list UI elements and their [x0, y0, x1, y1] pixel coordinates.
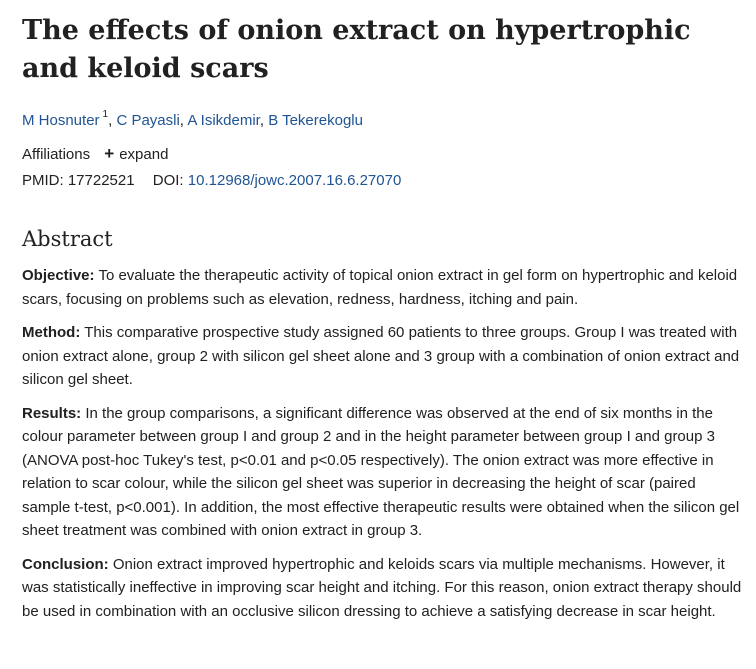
- affiliations-label: Affiliations: [22, 146, 91, 163]
- section-text: This comparative prospective study assigned 60 patients to three groups. Group I was treated with onion extract alone, group 2 with silicon gel sheet alone and 3 group with a combination of onion extract and silicon gel sheet.: [22, 324, 740, 388]
- doi-label: DOI:: [152, 172, 184, 189]
- pmid-label: PMID:: [22, 172, 64, 189]
- affiliation-marker[interactable]: 1: [102, 109, 109, 120]
- section-text: In the group comparisons, a significant difference was observed at the end of six months in the colour parameter between group I and group 2 and in the height parameter between group I and group 3 (ANOVA post-hoc Tukey's test, p<0.01 and p<0.05 respectively). The onion extract was more effective in relation to scar colour, while the silicon gel sheet was superior in decreasing the height of scar (paired sample t-test, p<0.001). In addition, the most effective therapeutic results were obtained when the silicon gel sheet treatment was combined with onion extract in group 3.: [22, 404, 740, 539]
- abstract-body: [22, 264, 742, 633]
- author-separator: ,: [108, 112, 113, 129]
- plus-icon: +: [104, 144, 115, 163]
- author-link[interactable]: M Hosnuter: [22, 112, 100, 129]
- expand-affiliations-button[interactable]: [104, 146, 168, 163]
- affiliations-row: [22, 144, 168, 165]
- pmid-value: 17722521: [67, 172, 135, 189]
- identifiers-row: [22, 171, 401, 191]
- abstract-heading: Abstract: [22, 227, 113, 251]
- author-list: [22, 107, 363, 131]
- author-separator: ,: [179, 112, 184, 129]
- section-label: Results:: [22, 404, 82, 422]
- doi-link[interactable]: 10.12968/jowc.2007.16.6.27070: [187, 172, 402, 189]
- section-text: Onion extract improved hypertrophic and keloids scars via multiple mechanisms. However, it was statistically ineffective in improving scar height and itching. For this reason, onion extract therapy should be used in combination with an occlusive silicon dressing to achieve a satisfying decrease in scar height.: [22, 555, 742, 620]
- section-label: Method:: [22, 324, 81, 341]
- abstract-section-results: [22, 402, 742, 543]
- section-text: To evaluate the therapeutic activity of topical onion extract in gel form on hypertrophic and keloid scars, focusing on problems such as elevation, redness, hardness, itching and pain.: [22, 267, 738, 308]
- abstract-section-objective: [22, 264, 742, 311]
- abstract-section-conclusion: [22, 553, 742, 624]
- expand-label: expand: [119, 146, 169, 163]
- author-link[interactable]: A Isikdemir: [187, 112, 260, 129]
- author-link[interactable]: B Tekerekoglu: [268, 112, 363, 129]
- author-link[interactable]: C Payasli: [116, 112, 180, 129]
- section-label: Conclusion:: [22, 555, 109, 573]
- author-separator: ,: [259, 112, 265, 129]
- article-title: The effects of onion extract on hypertrophic and keloid scars: [22, 15, 691, 84]
- section-label: Objective:: [22, 267, 95, 284]
- abstract-section-method: [22, 321, 742, 392]
